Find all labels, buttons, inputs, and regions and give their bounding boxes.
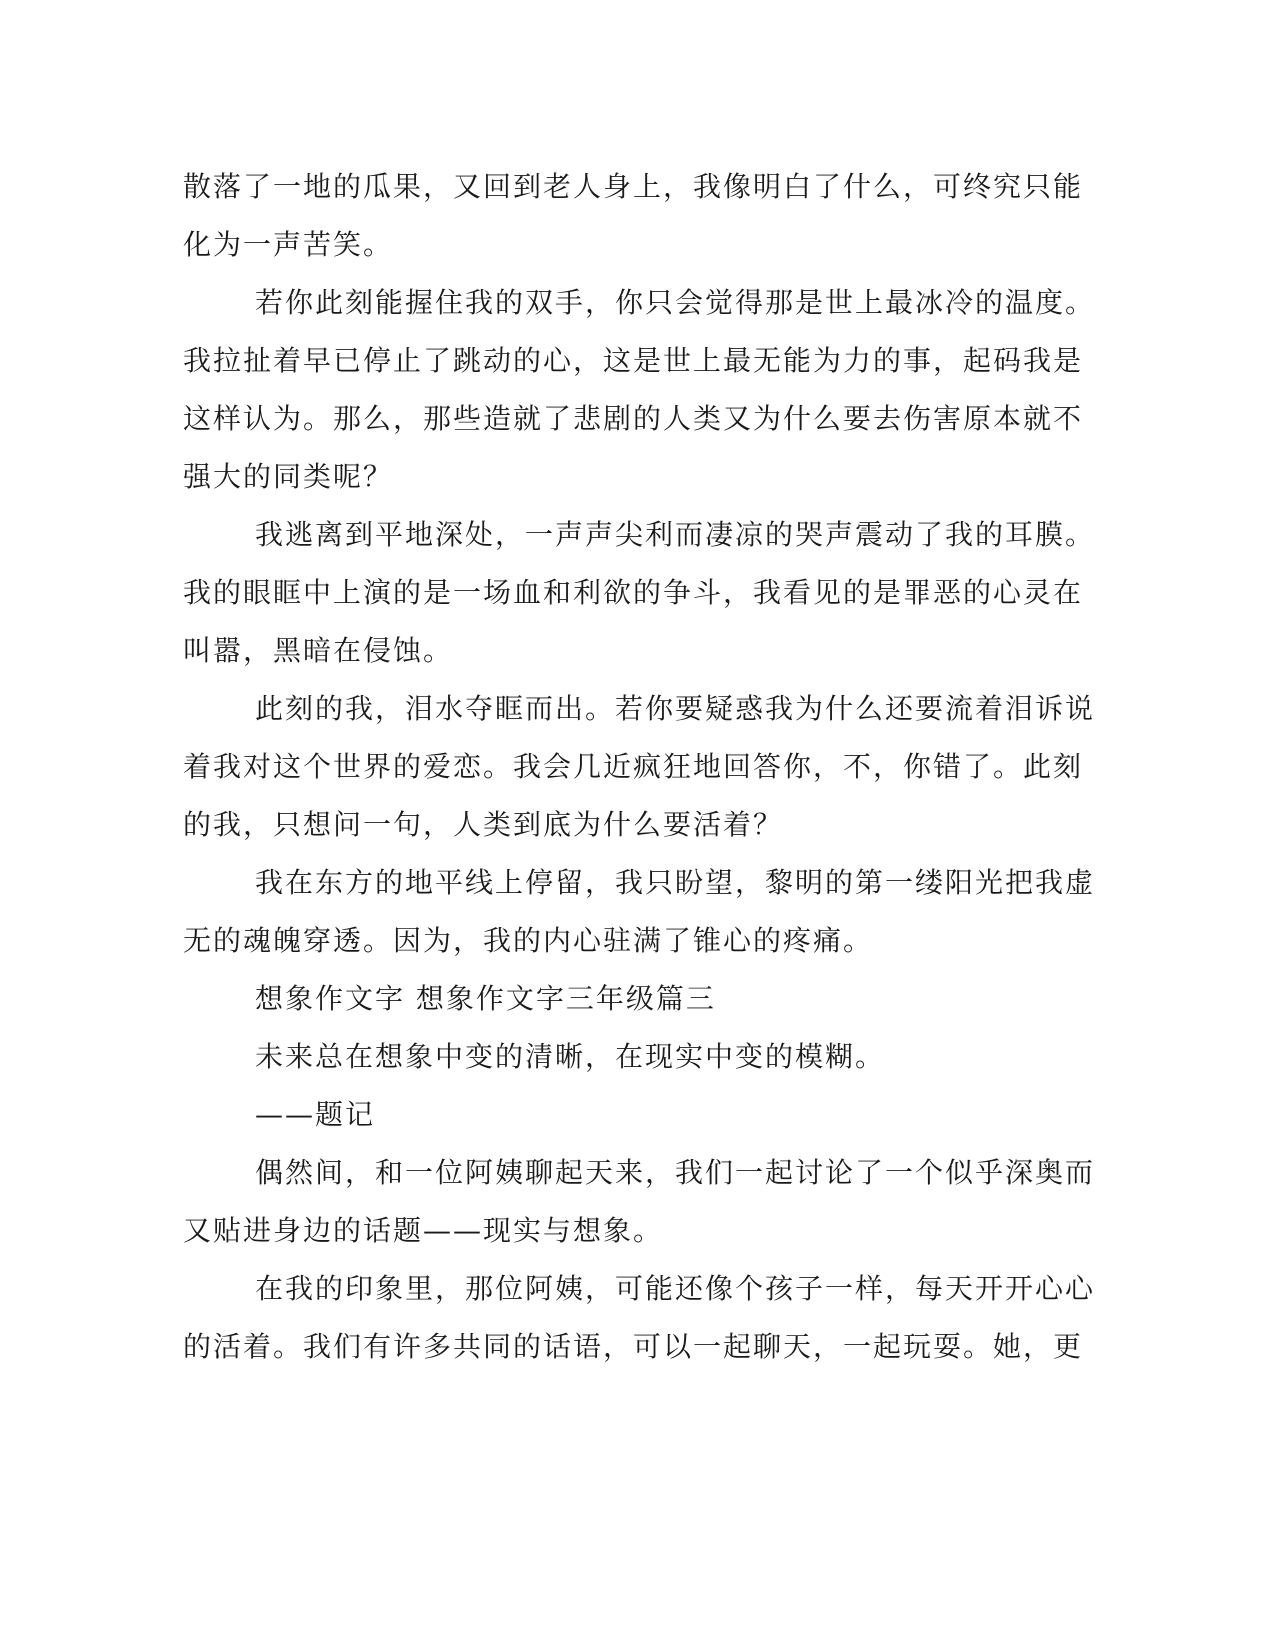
epigraph: 未来总在想象中变的清晰，在现实中变的模糊。 bbox=[255, 1040, 886, 1073]
text-line: 我在东方的地平线上停留，我只盼望，黎明的第一缕阳光把我虚 bbox=[255, 866, 1096, 899]
text-line: 在我的印象里，那位阿姨，可能还像个孩子一样，每天开开心心 bbox=[255, 1272, 1096, 1305]
text-line: 偶然间，和一位阿姨聊起天来，我们一起讨论了一个似乎深奥而 bbox=[255, 1156, 1096, 1189]
text-line: 的活着。我们有许多共同的话语，可以一起聊天，一起玩耍。她，更 bbox=[183, 1330, 1084, 1363]
essay-body bbox=[183, 158, 1096, 1376]
text-line: 叫嚣，黑暗在侵蚀。 bbox=[183, 634, 454, 667]
text-line: 又贴进身边的话题——现实与想象。 bbox=[183, 1214, 664, 1247]
text-line: 无的魂魄穿透。因为，我的内心驻满了锥心的疼痛。 bbox=[183, 924, 874, 957]
text-line: 此刻的我，泪水夺眶而出。若你要疑惑我为什么还要流着泪诉说 bbox=[255, 692, 1096, 725]
text-line: 着我对这个世界的爱恋。我会几近疯狂地回答你，不，你错了。此刻 bbox=[183, 750, 1084, 783]
text-line: 我逃离到平地深处，一声声尖利而凄凉的哭声震动了我的耳膜。 bbox=[255, 518, 1096, 551]
text-line: 这样认为。那么，那些造就了悲剧的人类又为什么要去伤害原本就不 bbox=[183, 402, 1084, 435]
text-line: 我的眼眶中上演的是一场血和利欲的争斗，我看见的是罪恶的心灵在 bbox=[183, 576, 1084, 609]
section-heading: 想象作文字 想象作文字三年级篇三 bbox=[255, 982, 716, 1015]
text-line: 我拉扯着早已停止了跳动的心，这是世上最无能为力的事，起码我是 bbox=[183, 344, 1084, 377]
text-line: 的我，只想问一句，人类到底为什么要活着？ bbox=[183, 808, 784, 841]
epigraph-attribution: ——题记 bbox=[255, 1098, 376, 1131]
text-line: 若你此刻能握住我的双手，你只会觉得那是世上最冰冷的温度。 bbox=[255, 286, 1096, 319]
text-line: 强大的同类呢？ bbox=[183, 460, 394, 493]
text-line: 化为一声苦笑。 bbox=[183, 228, 394, 261]
text-line: 散落了一地的瓜果，又回到老人身上，我像明白了什么，可终究只能 bbox=[183, 170, 1084, 203]
